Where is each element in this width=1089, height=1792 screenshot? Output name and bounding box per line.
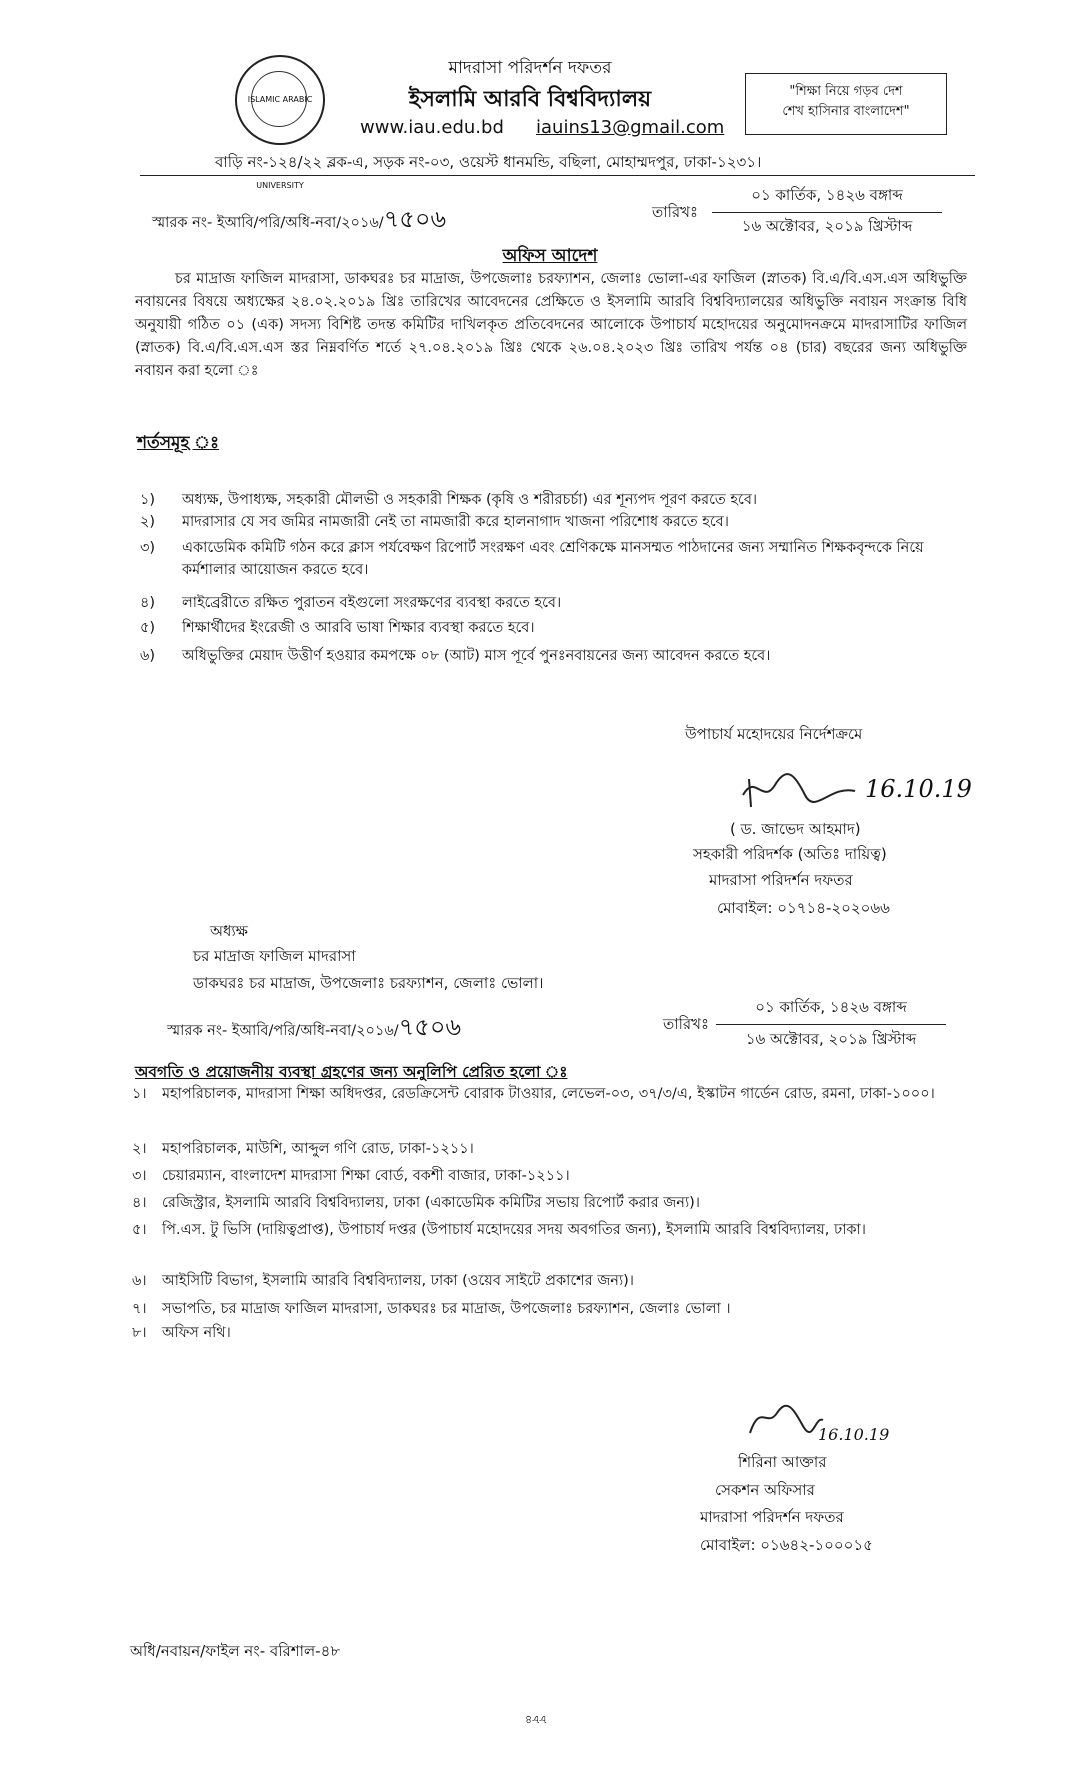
condition-number: ২) (140, 514, 156, 530)
memo-ref-label: স্মারক নং- ইআবি/পরি/অধি-নবা/২০১৬/ (167, 1023, 399, 1039)
signatory-1-office: মাদরাসা পরিদর্শন দফতর (709, 871, 853, 889)
copy-text: মহাপরিচালক, মাদরাসা শিক্ষা অধিদপ্তর, রেডক্রিসেন্ট বোরাক টাওয়ার, লেভেল-০৩, ৩৭/৩/এ, ইস্কাটন গার্ডেন রোড, রমনা, ঢাকা-১০০০। (162, 1086, 935, 1102)
slogan-line-1: "শিক্ষা নিয়ে গড়ব দেশ (789, 84, 903, 99)
copy-number: ১। (132, 1086, 147, 1102)
copy-item (132, 1083, 972, 1129)
recipient-address: ডাকঘরঃ চর মাদ্রাজ, উপজেলাঃ চরফ্যাশন, জেলাঃ ভোলা। (193, 974, 544, 992)
copy-text: মহাপরিচালক, মাউশি, আব্দুল গণি রোড, ঢাকা-১২১১। (162, 1141, 474, 1157)
copy-text: পি.এস. টু ভিসি (দায়িত্বপ্রাপ্ত), উপাচার্য দপ্তর (উপাচার্য মহোদয়ের সদয় অবগতির জন্য), ইসলামি আরবি বিশ্ববিদ্যালয়, ঢাকা। (162, 1222, 866, 1238)
condition-number: ৪) (140, 595, 156, 611)
copy-text: আইসিটি বিভাগ, ইসলামি আরবি বিশ্ববিদ্যালয়, ঢাকা (ওয়েব সাইটে প্রকাশের জন্য)। (162, 1273, 634, 1289)
signatory-2-office: মাদরাসা পরিদর্শন দফতর (700, 1508, 844, 1526)
date-english-copy: ১৬ অক্টোবর, ২০১৯ খ্রিস্টাব্দ (745, 1030, 917, 1048)
condition-number: ৬) (140, 648, 156, 664)
date-english: ১৬ অক্টোবর, ২০১৯ খ্রিস্টাব্দ (741, 217, 913, 235)
conditions-title: শর্তসমূহ ঃ (137, 433, 220, 453)
copy-item (132, 1219, 972, 1265)
slogan-box (745, 73, 947, 135)
signatory-1-mobile: মোবাইল: ০১৭১৪-২০২০৬৬ (717, 899, 890, 917)
university-name: ইসলামি আরবি বিশ্ববিদ্যালয় (408, 87, 652, 112)
signatory-2-mobile: মোবাইল: ০১৬৪২-১০০০১৫ (700, 1536, 873, 1554)
signature-mark-2 (745, 1398, 825, 1443)
page-mark: ৮৮৪ (525, 1713, 547, 1726)
condition-text: একাডেমিক কমিটি গঠন করে ক্লাস পর্যবেক্ষণ রিপোর্ট সংরক্ষণ এবং শ্রেণিকক্ষে মানসম্মত পাঠদানের জন্য সম্মানিত শিক্ষকবৃন্দকে নিয়ে কর্মশালার আয়োজন করতে হবে। (182, 540, 924, 578)
condition-item (140, 645, 970, 667)
order-title: অফিস আদেশ (502, 246, 598, 266)
condition-item (140, 511, 970, 533)
copy-item (132, 1138, 972, 1160)
condition-item (140, 617, 970, 639)
copy-number: ৬। (132, 1273, 147, 1289)
copy-item (132, 1270, 972, 1292)
date-bangla-copy: ০১ কার্তিক, ১৪২৬ বঙ্গাব্দ (716, 996, 946, 1025)
copy-text: অফিস নথি। (162, 1325, 231, 1341)
signature-date-1: 16.10.19 (865, 775, 972, 803)
copy-item (132, 1298, 972, 1320)
by-order-line: উপাচার্য মহোদয়ের নির্দেশক্রমে (685, 725, 863, 743)
signatory-1-designation: সহকারী পরিদর্শক (অতিঃ দায়িত্ব) (693, 845, 887, 863)
copy-number: ২। (132, 1141, 147, 1157)
recipient-institution: চর মাদ্রাজ ফাজিল মাদরাসা (193, 947, 356, 965)
memo-ref-hand: ৭৫০৬ (383, 205, 447, 233)
memo-ref-copy (167, 1009, 461, 1049)
copy-text: চেয়ারম্যান, বাংলাদেশ মাদরাসা শিক্ষা বোর্ড, বকশী বাজার, ঢাকা-১২১১। (162, 1168, 570, 1184)
condition-text: মাদরাসার যে সব জমির নামজারী নেই তা নামজারী করে হালনাগাদ খাজনা পরিশোধ করতে হবে। (182, 514, 729, 530)
signatory-2-designation: সেকশন অফিসার (715, 1481, 815, 1499)
condition-number: ১) (140, 492, 156, 508)
condition-number: ৩) (140, 540, 156, 556)
recipient-title: অধ্যক্ষ (210, 922, 248, 940)
signatory-1-name: ( ড. জাভেদ আহমাদ) (730, 820, 861, 838)
memo-ref-hand: ৭৫০৬ (398, 1013, 462, 1041)
address: বাড়ি নং-১২৪/২২ ব্লক-এ, সড়ক নং-০৩, ওয়েস্ট ধানমন্ডি, বছিলা, মোহাম্মদপুর, ঢাকা-১২৩১। (215, 153, 762, 171)
university-logo (235, 55, 325, 190)
memo-ref-label: স্মারক নং- ইআবি/পরি/অধি-নবা/২০১৬/ (152, 215, 384, 231)
file-number: অধি/নবায়ন/ফাইল নং- বরিশাল-৪৮ (130, 1642, 341, 1660)
condition-item (140, 537, 970, 583)
memo-ref (152, 201, 446, 241)
condition-text: শিক্ষার্থীদের ইংরেজী ও আরবি ভাষা শিক্ষার ব্যবস্থা করতে হবে। (182, 620, 535, 636)
date-label: তারিখঃ (652, 203, 698, 221)
signatory-2-name: শিরিনা আক্তার (738, 1453, 827, 1471)
copy-item (132, 1192, 972, 1214)
condition-number: ৫) (140, 620, 156, 636)
signature-mark (735, 765, 870, 815)
copy-number: ৩। (132, 1168, 147, 1184)
signature-date-2: 16.10.19 (818, 1425, 890, 1444)
office-name: মাদরাসা পরিদর্শন দফতর (448, 58, 612, 78)
copy-text: সভাপতি, চর মাদ্রাজ ফাজিল মাদরাসা, ডাকঘরঃ চর মাদ্রাজ, উপজেলাঃ চরফ্যাশন, জেলাঃ ভোলা । (162, 1301, 731, 1317)
copy-number: ৫। (132, 1222, 147, 1238)
logo-text: ISLAMIC ARABIC UNIVERSITY (247, 95, 313, 190)
copy-number: ৪। (132, 1195, 147, 1211)
date-label-copy: তারিখঃ (663, 1015, 709, 1033)
header-divider (140, 175, 975, 176)
condition-text: অধ্যক্ষ, উপাধ্যক্ষ, সহকারী মৌলভী ও সহকারী শিক্ষক (কৃষি ও শরীরচর্চা) এর শূন্যপদ পূরণ করতে হবে। (182, 492, 758, 508)
copy-number: ৮। (132, 1325, 147, 1341)
copy-text: রেজিস্ট্রার, ইসলামি আরবি বিশ্ববিদ্যালয়, ঢাকা (একাডেমিক কমিটির সভায় রিপোর্ট করার জন্য)। (162, 1195, 700, 1211)
condition-item (140, 592, 970, 614)
copy-item (132, 1322, 972, 1344)
condition-text: লাইব্রেরীতে রক্ষিত পুরাতন বইগুলো সংরক্ষণের ব্যবস্থা করতে হবে। (182, 595, 562, 611)
date-bangla: ০১ কার্তিক, ১৪২৬ বঙ্গাব্দ (712, 184, 942, 213)
copy-number: ৭। (132, 1301, 147, 1317)
slogan-line-2: শেখ হাসিনার বাংলাদেশ" (782, 104, 910, 119)
copy-item (132, 1165, 972, 1187)
email-link[interactable]: iauins13@gmail.com (536, 117, 725, 138)
condition-item (140, 489, 970, 511)
condition-text: অধিভুক্তির মেয়াদ উত্তীর্ণ হওয়ার কমপক্ষে ০৮ (আট) মাস পূর্বে পুনঃনবায়নের জন্য আবেদন করতে হবে। (182, 648, 771, 664)
website-link[interactable]: www.iau.edu.bd (360, 117, 504, 138)
copy-title: অবগতি ও প্রয়োজনীয় ব্যবস্থা গ্রহণের জন্য অনুলিপি প্রেরিত হলো ঃ (135, 1063, 568, 1081)
order-body: চর মাদ্রাজ ফাজিল মাদরাসা, ডাকঘরঃ চর মাদ্রাজ, উপজেলাঃ চরফ্যাশন, জেলাঃ ভোলা-এর ফাজিল (স্নাতক) বি.এ/বি.এস.এস অধিভুক্তি নবায়নের বিষয়ে অধ্যক্ষের ২৪.০২.২০১৯ খ্রিঃ তারিখের আবেদনের প্রেক্ষিতে ও ইসলামি আরবি বিশ্ববিদ্যালয়ের অধিভুক্তি নবায়ন সংক্রান্ত বিধি অনুযায়ী গঠিত ০১ (এক) সদস্য বিশিষ্ট তদন্ত কমিটির দাখিলকৃত প্রতিবেদনের আলোকে উপাচার্য মহোদয়ের অনুমোদনক্রমে মাদরাসাটির ফাজিল (স্নাতক) বি.এ/বি.এস.এস স্তর নিম্নবর্ণিত শর্তে ২৭.০৪.২০১৯ খ্রিঃ থেকে ২৬.০৪.২০২৩ খ্রিঃ তারিখ পর্যন্ত ০৪ (চার) বছরের জন্য অধিভুক্তি নবায়ন করা হলো ঃ (135, 271, 967, 379)
